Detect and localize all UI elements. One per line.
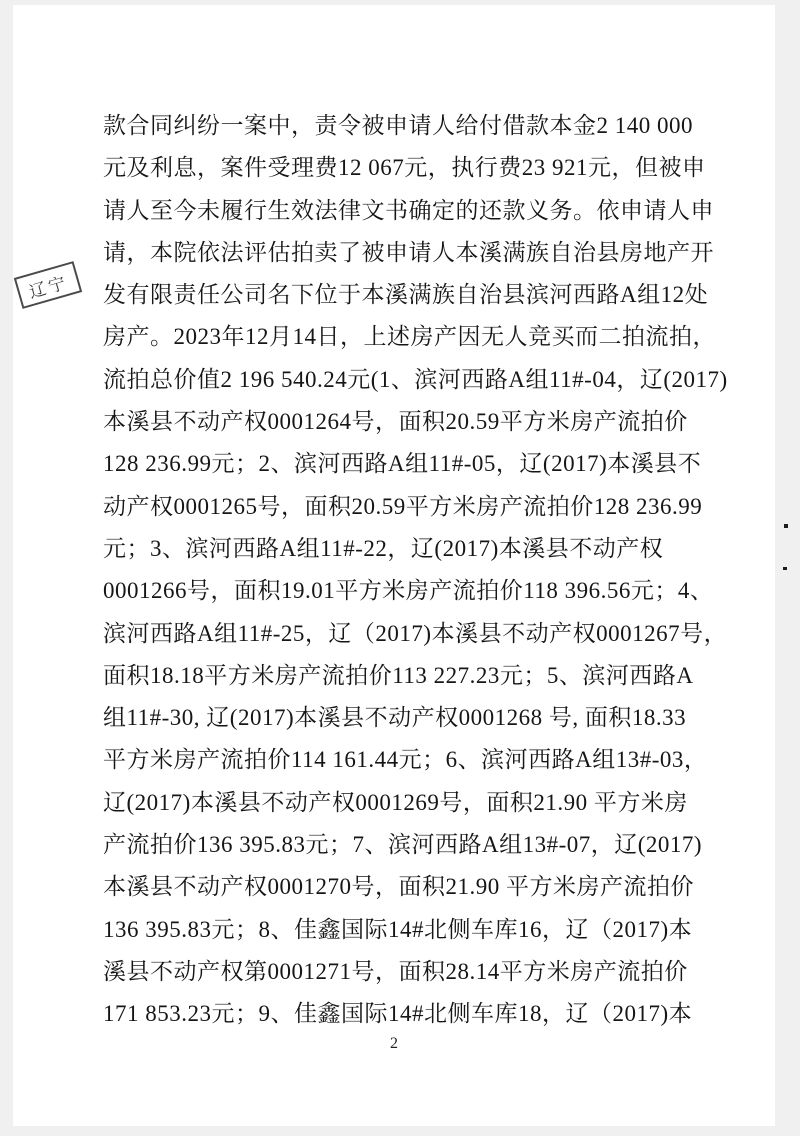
text-line: 平方米房产流拍价114 161.44元；6、滨河西路A组13#-03， [103, 747, 708, 773]
text-line: 0001266号，面积19.01平方米房产流拍价118 396.56元；4、 [103, 578, 714, 604]
text-line: 128 236.99元；2、滨河西路A组11#-05，辽(2017)本溪县不 [103, 451, 702, 477]
text-line: 产流拍价136 395.83元；7、滨河西路A组13#-07，辽(2017) [103, 832, 703, 858]
text-line: 本溪县不动产权0001270号，面积21.90 平方米房产流拍价 [103, 874, 694, 900]
text-line: 溪县不动产权第0001271号，面积28.14平方米房产流拍价 [103, 958, 688, 984]
text-line: 发有限责任公司名下位于本溪满族自治县滨河西路A组12处 [103, 282, 709, 308]
text-line: 动产权0001265号，面积20.59平方米房产流拍价128 236.99 [103, 493, 703, 519]
scan-speck [783, 567, 787, 570]
text-line: 136 395.83元；8、佳鑫国际14#北侧车库16，辽（2017)本 [103, 916, 693, 942]
province-stamp-label: 辽宁 [26, 272, 71, 302]
text-line: 辽(2017)本溪县不动产权0001269号，面积21.90 平方米房 [103, 789, 688, 815]
text-line: 请人至今未履行生效法律文书确定的还款义务。依申请人申 [103, 197, 714, 223]
text-line: 元及利息，案件受理费12 067元，执行费23 921元，但被申 [103, 155, 706, 181]
document-page [13, 5, 775, 1126]
text-line: 请，本院依法评估拍卖了被申请人本溪满族自治县房地产开 [103, 239, 714, 265]
province-stamp [14, 261, 82, 309]
text-line: 款合同纠纷一案中，责令被申请人给付借款本金2 140 000 [103, 113, 693, 138]
text-line: 面积18.18平方米房产流拍价113 227.23元；5、滨河西路A [103, 662, 694, 688]
text-line: 元；3、滨河西路A组11#-22，辽(2017)本溪县不动产权 [103, 535, 664, 561]
document-body-text [103, 105, 728, 1036]
scan-speck [784, 524, 788, 528]
text-line: 171 853.23元；9、佳鑫国际14#北侧车库18，辽（2017)本 [103, 1001, 693, 1027]
text-line: 本溪县不动产权0001264号，面积20.59平方米房产流拍价 [103, 409, 688, 435]
text-line: 组11#-30, 辽(2017)本溪县不动产权0001268 号, 面积18.33 [103, 705, 687, 731]
page-number: 2 [390, 1035, 398, 1052]
text-line: 滨河西路A组11#-25，辽（2017)本溪县不动产权0001267号， [103, 620, 728, 646]
text-line: 流拍总价值2 196 540.24元(1、滨河西路A组11#-04，辽(2017) [103, 366, 728, 392]
text-line: 房产。2023年12月14日，上述房产因无人竞买而二拍流拍， [103, 324, 716, 350]
